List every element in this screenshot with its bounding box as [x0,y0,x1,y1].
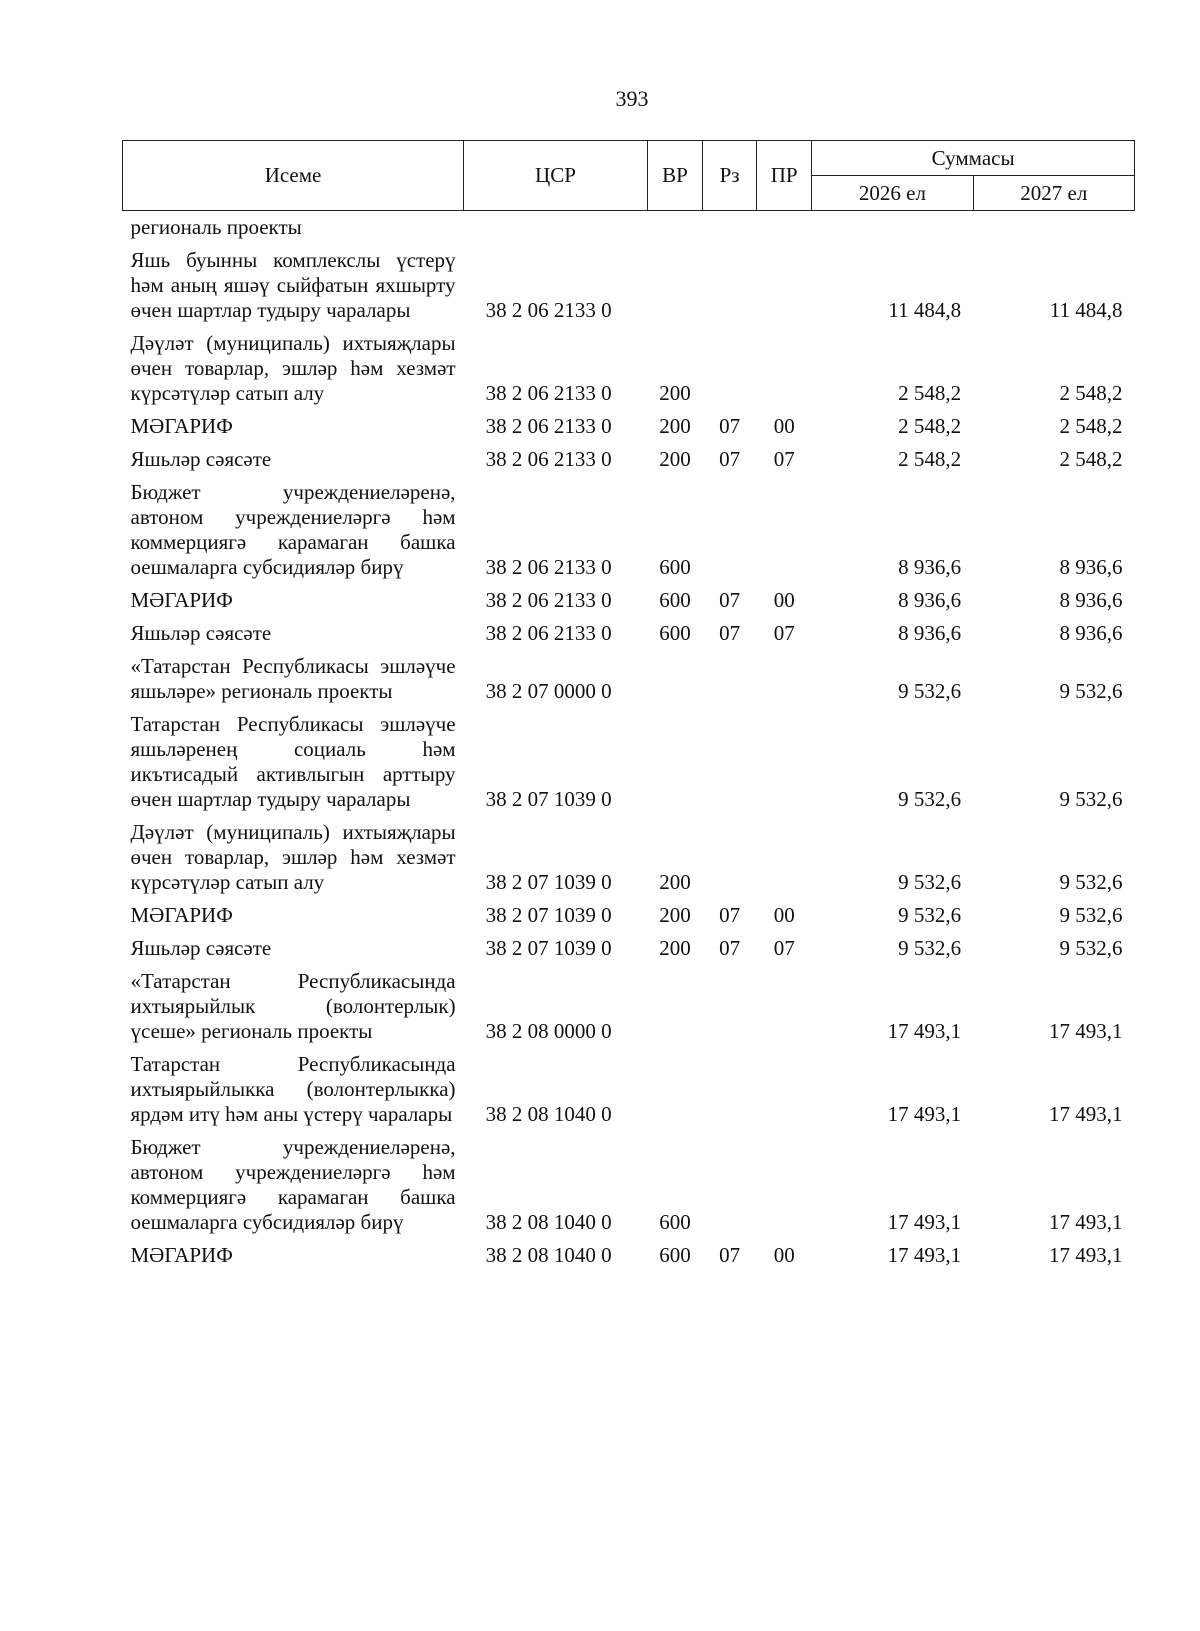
row-csr: 38 2 06 2133 0 [485,447,612,471]
row-rz: 07 [719,414,741,438]
header-sums: Суммасы [812,141,1135,176]
table-row [123,472,1135,580]
header-pr: ПР [757,141,812,211]
row-vr [647,1044,702,1127]
row-csr: 38 2 06 2133 0 [485,381,612,405]
row-rz [703,472,757,580]
row-pr [757,704,812,812]
row-name: «Татарстан Республикасында ихтыярыйлык (волонтерлык) үсеше» региональ проекты [130,969,456,1043]
row-amount-2026: 8 936,6 [898,588,962,612]
row-csr: 38 2 06 2133 0 [485,588,612,612]
row-name: МӘГАРИФ [130,588,233,612]
row-amount-2027: 2 548,2 [1059,381,1123,405]
row-name: Яшьләр сәясәте [130,447,272,471]
row-csr: 38 2 07 1039 0 [485,870,612,894]
row-amount-2026: 17 493,1 [887,1102,962,1126]
row-name: Яшьләр сәясәте [130,621,272,645]
row-amount-2027: 17 493,1 [1049,1102,1123,1126]
row-name: региональ проекты [130,215,302,239]
row-rz: 07 [719,1243,741,1267]
row-amount-2026: 9 532,6 [898,679,962,703]
row-amount-2027: 9 532,6 [1059,936,1123,960]
row-name: Бюджет учреждениеләренә, автоном учреждениеләргә һәм коммерциягә карамаган башка оешмаларга субсидияләр бирү [130,1135,456,1234]
row-amount-2027: 8 936,6 [1059,621,1123,645]
row-vr: 600 [659,588,691,612]
table-row [123,211,1135,241]
row-amount-2026: 11 484,8 [888,298,962,322]
row-vr: 600 [659,555,691,579]
row-amount-2026: 2 548,2 [898,381,962,405]
row-vr: 600 [659,1210,691,1234]
row-vr: 200 [659,870,691,894]
row-pr [757,961,812,1044]
row-amount-2026: 9 532,6 [898,936,962,960]
row-name: Яшь буынны комплекслы үстерү һәм аның яшәү сыйфатын яхшырту өчен шартлар тудыру чаралары [130,248,456,322]
row-name: Яшьләр сәясәте [130,936,272,960]
header-year-2026: 2026 ел [812,176,973,211]
row-pr: 07 [773,447,795,471]
row-rz [703,704,757,812]
row-csr: 38 2 08 1040 0 [485,1210,612,1234]
row-pr [757,323,812,406]
row-vr [647,211,702,241]
row-vr [647,961,702,1044]
row-rz [703,1044,757,1127]
row-csr: 38 2 08 1040 0 [485,1102,612,1126]
row-name: Бюджет учреждениеләренә, автоном учреждениеләргә һәм коммерциягә карамаган башка оешмаларга субсидияләр бирү [130,480,456,579]
row-amount-2027: 8 936,6 [1059,555,1123,579]
row-name: Татарстан Республикасы эшләүче яшьләренең социаль һәм икътисадый активлыгын арттыру өчен шартлар тудыру чаралары [130,712,456,811]
row-amount-2027: 17 493,1 [1049,1019,1123,1043]
row-vr: 200 [659,381,691,405]
row-csr: 38 2 08 0000 0 [485,1019,612,1043]
row-rz [703,323,757,406]
table-row [123,928,1135,961]
row-amount-2027: 9 532,6 [1059,787,1123,811]
row-amount-2027: 2 548,2 [1059,414,1123,438]
row-amount-2026: 9 532,6 [898,870,962,894]
row-csr: 38 2 07 1039 0 [485,903,612,927]
table-row [123,1235,1135,1268]
row-vr: 200 [659,447,691,471]
row-csr: 38 2 06 2133 0 [485,414,612,438]
row-pr [757,1044,812,1127]
row-rz: 07 [719,903,741,927]
page-number: 393 [615,86,649,111]
row-name: Татарстан Республикасында ихтыярыйлыкка (волонтерлыкка) ярдәм итү һәм аны үстерү чаралары [130,1052,456,1126]
row-amount-2026: 8 936,6 [898,555,962,579]
header-csr: ЦСР [464,141,648,211]
row-name: Дәүләт (муниципаль) ихтыяҗлары өчен товарлар, эшләр һәм хезмәт күрсәтүләр сатып алу [130,820,456,894]
header-name: Исеме [123,141,464,211]
row-amount-2026: 8 936,6 [898,621,962,645]
row-amount-2027: 17 493,1 [1049,1210,1123,1234]
table-row [123,895,1135,928]
row-amount-2027: 9 532,6 [1059,903,1123,927]
row-rz [703,646,757,704]
table-body [123,211,1135,1269]
row-rz [703,961,757,1044]
row-amount-2026: 9 532,6 [898,787,962,811]
row-pr [757,211,812,241]
table-row [123,812,1135,895]
table-row [123,1044,1135,1127]
row-amount-2027: 2 548,2 [1059,447,1123,471]
row-pr: 00 [773,903,795,927]
row-amount-2027: 17 493,1 [1049,1243,1123,1267]
row-pr [757,240,812,323]
row-vr [647,704,702,812]
row-amount-2026 [812,211,973,241]
row-name: МӘГАРИФ [130,903,233,927]
row-vr: 600 [659,1243,691,1267]
table-row [123,580,1135,613]
row-pr [757,1127,812,1235]
row-rz [703,1127,757,1235]
row-name: МӘГАРИФ [130,414,233,438]
row-amount-2027: 9 532,6 [1059,679,1123,703]
table-row [123,323,1135,406]
row-pr: 07 [773,621,795,645]
row-vr [647,240,702,323]
row-vr: 200 [659,903,691,927]
table-row [123,961,1135,1044]
table-row [123,613,1135,646]
table-row [123,646,1135,704]
header-rz: Рз [703,141,757,211]
row-amount-2026: 2 548,2 [898,447,962,471]
row-amount-2026: 17 493,1 [887,1210,962,1234]
row-vr: 200 [659,936,691,960]
row-csr [464,211,648,241]
row-rz: 07 [719,447,741,471]
row-rz: 07 [719,621,741,645]
table-row [123,1127,1135,1235]
row-amount-2027: 9 532,6 [1059,870,1123,894]
header-year-2027: 2027 ел [973,176,1134,211]
row-amount-2026: 17 493,1 [887,1243,962,1267]
row-pr: 00 [773,1243,795,1267]
header-vr: ВР [647,141,702,211]
row-rz: 07 [719,936,741,960]
row-rz [703,240,757,323]
table-row [123,439,1135,472]
row-name: «Татарстан Республикасы эшләүче яшьләре» региональ проекты [130,654,456,703]
row-vr [647,646,702,704]
row-pr: 00 [773,588,795,612]
row-amount-2026: 9 532,6 [898,903,962,927]
row-csr: 38 2 07 1039 0 [485,787,612,811]
row-vr: 600 [659,621,691,645]
row-pr [757,472,812,580]
table-row [123,406,1135,439]
row-name: МӘГАРИФ [130,1243,233,1267]
row-amount-2026: 17 493,1 [887,1019,962,1043]
row-amount-2027 [973,211,1134,241]
row-csr: 38 2 06 2133 0 [485,555,612,579]
row-rz [703,211,757,241]
row-csr: 38 2 08 1040 0 [485,1243,612,1267]
row-rz: 07 [719,588,741,612]
row-csr: 38 2 07 1039 0 [485,936,612,960]
row-csr: 38 2 07 0000 0 [485,679,612,703]
table-row [123,704,1135,812]
row-amount-2027: 8 936,6 [1059,588,1123,612]
row-pr [757,646,812,704]
row-vr: 200 [659,414,691,438]
row-pr: 07 [773,936,795,960]
row-pr [757,812,812,895]
table-header [123,141,1135,211]
row-csr: 38 2 06 2133 0 [485,621,612,645]
budget-table [122,140,1135,1268]
row-name: Дәүләт (муниципаль) ихтыяҗлары өчен товарлар, эшләр һәм хезмәт күрсәтүләр сатып алу [130,331,456,405]
row-rz [703,812,757,895]
table-row [123,240,1135,323]
row-amount-2026: 2 548,2 [898,414,962,438]
row-amount-2027: 11 484,8 [1049,298,1123,322]
row-csr: 38 2 06 2133 0 [485,298,612,322]
row-pr: 00 [773,414,795,438]
